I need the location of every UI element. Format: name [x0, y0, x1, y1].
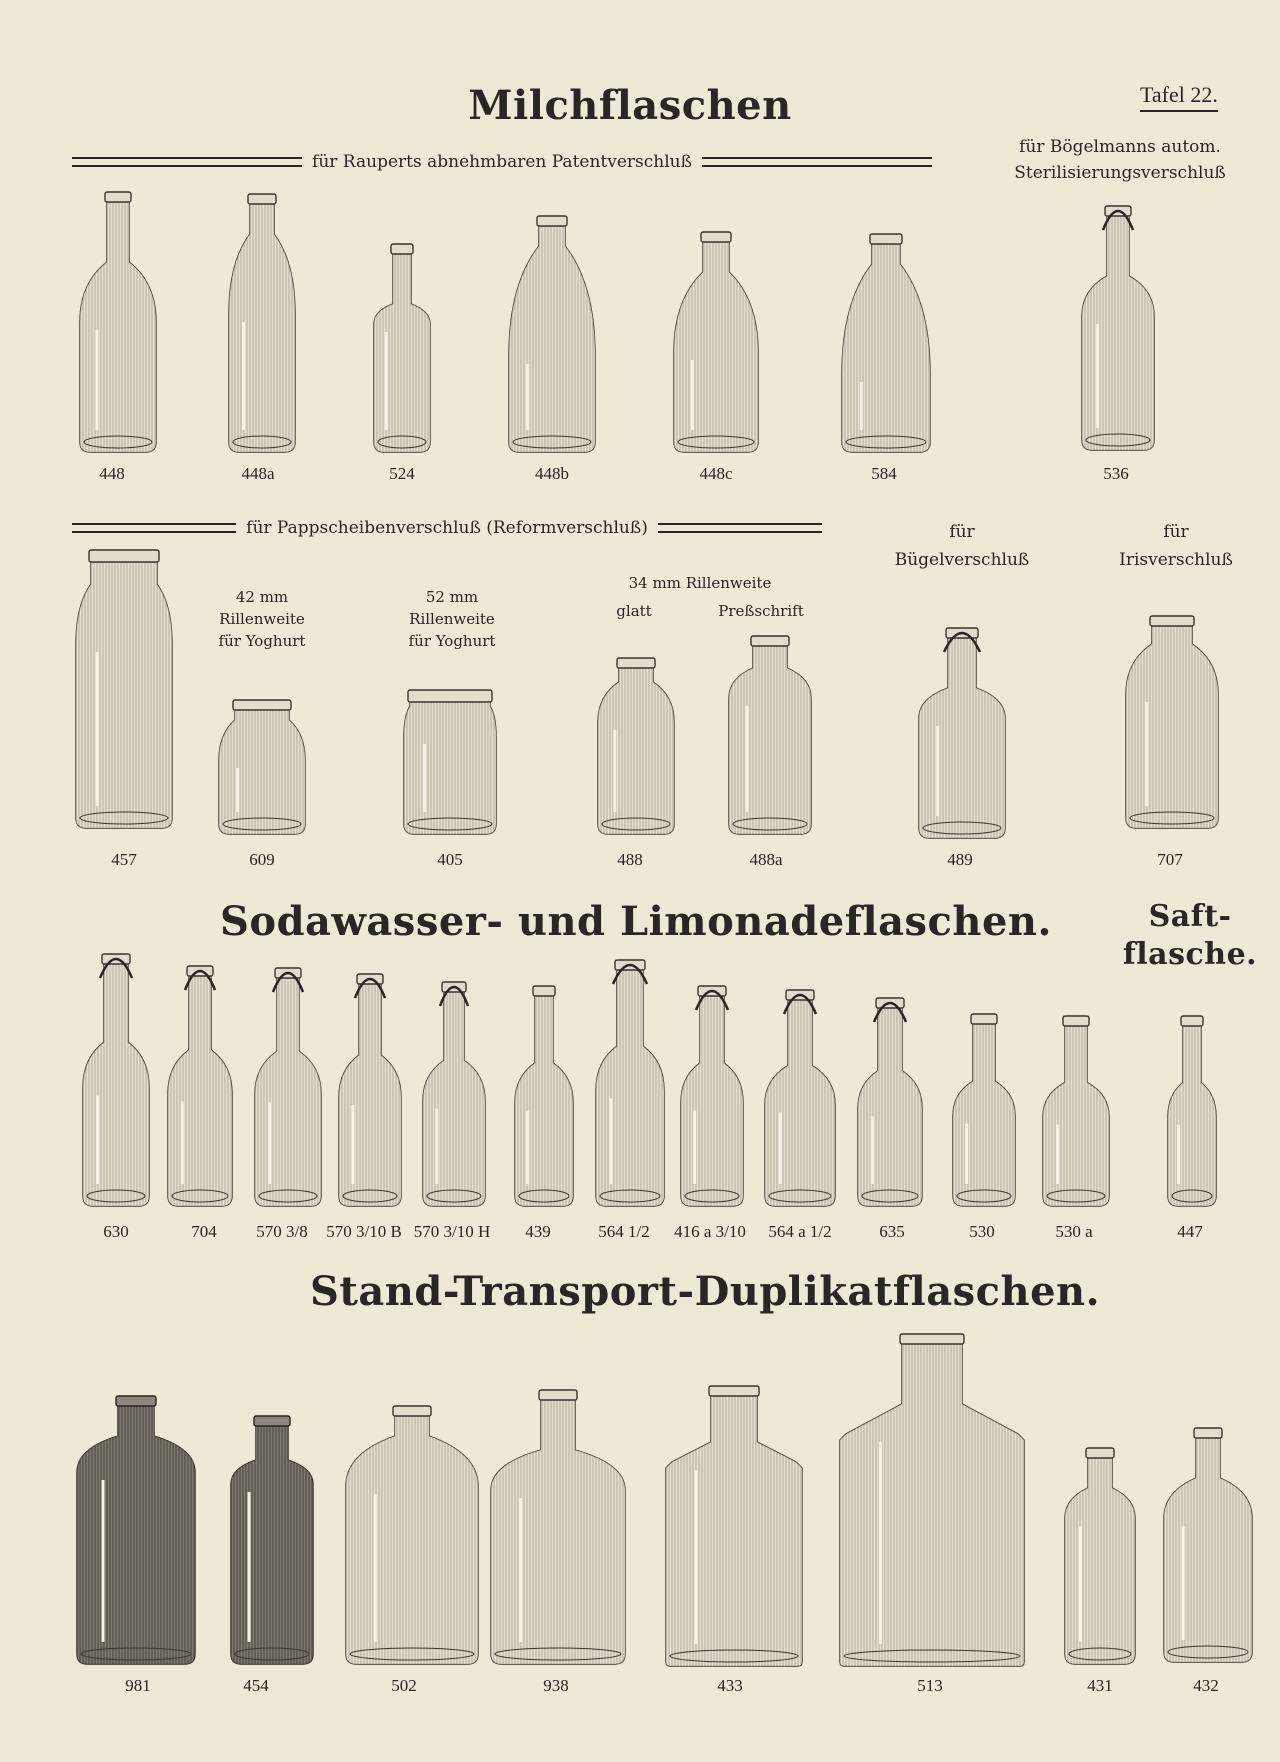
- bottle-number: 530 a: [1055, 1222, 1093, 1241]
- bottle-shading: [674, 242, 758, 452]
- bottle-number: 609: [249, 850, 275, 869]
- bottle-lip: [408, 690, 492, 702]
- iris-note: [1076, 518, 1276, 574]
- bottle-number: 457: [111, 850, 137, 869]
- bottle-illustration: [588, 648, 684, 844]
- bottle-illustration: [1055, 1438, 1145, 1674]
- saft-line2: flasche.: [1122, 937, 1258, 972]
- bottle-shading: [1126, 626, 1218, 828]
- bottle-shading: [681, 996, 743, 1206]
- bottle-illustration: [586, 950, 674, 1216]
- bottle-shading: [1164, 1438, 1252, 1662]
- boegelmann-line2: Sterilisierungsverschluß: [1014, 163, 1226, 183]
- bottle-number: 584: [871, 464, 897, 483]
- bottle-shading: [219, 710, 305, 834]
- bottle-lip: [539, 1390, 577, 1400]
- saft-title: [1120, 898, 1260, 974]
- bottle-number: 530: [969, 1222, 995, 1241]
- bottle-illustration: [219, 184, 305, 462]
- bottle-lip: [254, 1416, 290, 1426]
- bottle-lip: [709, 1386, 759, 1396]
- bottle-illustration: [67, 1386, 205, 1674]
- rule-line: [72, 157, 302, 167]
- bottle-illustration: [329, 964, 411, 1216]
- bottle-illustration: [158, 956, 242, 1216]
- bottle-lip: [1194, 1428, 1222, 1438]
- note-line: für Yoghurt: [408, 632, 496, 650]
- bottle-illustration: [909, 618, 1015, 848]
- bottle-lip: [105, 192, 131, 202]
- bottle-number: 431: [1087, 1676, 1113, 1695]
- bottle-illustration: [943, 1004, 1025, 1216]
- bottle-illustration: [1033, 1006, 1119, 1216]
- bottle-number: 405: [437, 850, 463, 869]
- bottle-shading: [404, 702, 496, 834]
- boegelmann-note: [980, 134, 1260, 186]
- bottle-shading: [168, 976, 232, 1206]
- bottle-shading: [339, 984, 401, 1206]
- bottle-number: 454: [243, 1676, 269, 1695]
- bottle-illustration: [832, 224, 940, 462]
- bottle-shading: [596, 970, 664, 1206]
- glatt-note: glatt: [616, 602, 652, 620]
- bottle-shading: [515, 996, 573, 1206]
- bottle-number: 513: [917, 1676, 943, 1695]
- bottle-number: 439: [525, 1222, 551, 1241]
- bottle-lip: [971, 1014, 997, 1024]
- bottle-number: 502: [391, 1676, 417, 1695]
- bottle-lip: [89, 550, 159, 562]
- bottle-illustration: [1072, 196, 1164, 460]
- bottle-lip: [393, 1406, 431, 1416]
- bottle-lip: [116, 1396, 156, 1406]
- bottle-illustration: [1154, 1418, 1262, 1672]
- iris-line1: für: [1163, 522, 1189, 542]
- bottle-shading: [919, 638, 1005, 838]
- pressschrift-note: Preßschrift: [718, 602, 804, 620]
- bottle-lip: [1181, 1016, 1203, 1026]
- bottle-illustration: [413, 972, 495, 1216]
- bottle-shading: [666, 1396, 802, 1666]
- bottle-number: 704: [191, 1222, 217, 1241]
- bottle-lip: [751, 636, 789, 646]
- bottle-shading: [953, 1024, 1015, 1206]
- bottle-shading: [374, 254, 430, 452]
- note-line: 42 mm: [235, 588, 289, 606]
- bottle-illustration: [209, 690, 315, 844]
- bottle-number: 570 3/10 H: [413, 1222, 491, 1241]
- bottle-number: 488a: [749, 850, 783, 869]
- bottle-lip: [1086, 1448, 1114, 1458]
- bottle-shading: [491, 1400, 625, 1664]
- bottle-lip: [248, 194, 276, 204]
- iris-line2: Irisverschluß: [1119, 550, 1233, 570]
- bottle-illustration: [73, 944, 159, 1216]
- rule-line: [702, 157, 932, 167]
- bottle-illustration: [70, 182, 166, 462]
- yoghurt-42-note: [192, 586, 332, 652]
- bottle-number: 432: [1193, 1676, 1219, 1695]
- bottle-lip: [537, 216, 567, 226]
- bottle-illustration: [1116, 606, 1228, 838]
- bottle-lip: [1150, 616, 1194, 626]
- bottle-shading: [76, 562, 172, 828]
- bottle-number: 447: [1177, 1222, 1203, 1241]
- bottle-shading: [1065, 1458, 1135, 1664]
- note-line: Rillenweite: [409, 610, 495, 628]
- bottle-number: 448c: [699, 464, 733, 483]
- bottle-number: 630: [103, 1222, 129, 1241]
- bottle-illustration: [719, 626, 821, 844]
- bottle-shading: [229, 204, 295, 452]
- bottle-illustration: [671, 976, 753, 1216]
- pappscheiben-label: für Pappscheibenverschluß (Reformverschluß): [246, 518, 648, 538]
- bottle-illustration: [394, 680, 506, 844]
- bottle-number: 488: [617, 850, 643, 869]
- milk-title: Milchflaschen: [468, 82, 792, 129]
- note-line: 52 mm: [425, 588, 479, 606]
- bottle-shading: [80, 202, 156, 452]
- boegelmann-line1: für Bögelmanns autom.: [1019, 137, 1221, 157]
- bottle-shading: [346, 1416, 478, 1664]
- rauperts-heading: [72, 152, 932, 172]
- bottle-illustration: [499, 206, 605, 462]
- bottle-shading: [1082, 216, 1154, 450]
- bottle-shading: [842, 244, 930, 452]
- bottle-shading: [231, 1426, 313, 1664]
- bottle-illustration: [1158, 1006, 1226, 1216]
- rule-line: [658, 523, 822, 533]
- bottle-illustration: [364, 234, 440, 462]
- bottle-illustration: [245, 958, 331, 1216]
- bottle-number: 416 a 3/10: [674, 1222, 746, 1241]
- bottle-lip: [701, 232, 731, 242]
- bottle-lip: [617, 658, 655, 668]
- bottle-number: 489: [947, 850, 973, 869]
- bottle-number: 707: [1157, 850, 1183, 869]
- stand-title: Stand-Transport-Duplikatflaschen.: [310, 1268, 1101, 1315]
- bottle-illustration: [664, 222, 768, 462]
- rauperts-label: für Rauperts abnehmbaren Patentverschluß: [312, 152, 692, 172]
- bottle-illustration: [656, 1376, 812, 1676]
- saft-line1: Saft-: [1148, 899, 1232, 934]
- bottle-number: 433: [717, 1676, 743, 1695]
- bottle-shading: [765, 1000, 835, 1206]
- bottle-illustration: [848, 988, 932, 1216]
- bottle-lip: [1063, 1016, 1089, 1026]
- note-line: für Yoghurt: [218, 632, 306, 650]
- bottle-number: 570 3/10 B: [326, 1222, 402, 1241]
- bottle-illustration: [505, 976, 583, 1216]
- bottle-shading: [77, 1406, 195, 1664]
- bottle-shading: [840, 1344, 1024, 1666]
- bottle-shading: [598, 668, 674, 834]
- bottle-number: 981: [125, 1676, 151, 1695]
- pappscheiben-heading: [72, 518, 822, 538]
- bottle-illustration: [221, 1406, 323, 1674]
- bottle-lip: [870, 234, 902, 244]
- bottle-illustration: [66, 540, 182, 838]
- plate-label: Tafel 22.: [1140, 82, 1218, 112]
- bottle-illustration: [830, 1324, 1034, 1676]
- bottle-shading: [858, 1008, 922, 1206]
- bottle-shading: [255, 978, 321, 1206]
- bottle-illustration: [755, 980, 845, 1216]
- buegel-line1: für: [949, 522, 975, 542]
- bottle-shading: [509, 226, 595, 452]
- bottle-number: 524: [389, 464, 415, 483]
- buegel-line2: Bügelverschluß: [894, 550, 1030, 570]
- bottle-number: 570 3/8: [256, 1222, 308, 1241]
- rillen34-note: 34 mm Rillenweite: [628, 574, 772, 592]
- bottle-shading: [83, 964, 149, 1206]
- soda-title: Sodawasser- und Limonadeflaschen.: [220, 898, 1052, 945]
- bottle-lip: [900, 1334, 964, 1344]
- bottle-lip: [233, 700, 291, 710]
- bottle-illustration: [336, 1396, 488, 1674]
- bottle-number: 938: [543, 1676, 569, 1695]
- bottle-lip: [533, 986, 555, 996]
- bottle-number: 536: [1103, 464, 1129, 483]
- bottle-lip: [391, 244, 413, 254]
- yoghurt-52-note: [382, 586, 522, 652]
- bottle-number: 448a: [241, 464, 275, 483]
- bottle-number: 564 1/2: [598, 1222, 650, 1241]
- bottle-illustration: [481, 1380, 635, 1674]
- bottle-number: 635: [879, 1222, 905, 1241]
- bottle-number: 564 a 1/2: [768, 1222, 832, 1241]
- buegel-note: [862, 518, 1062, 574]
- rule-line: [72, 523, 236, 533]
- bottle-shading: [423, 992, 485, 1206]
- note-line: Rillenweite: [219, 610, 305, 628]
- bottle-shading: [1168, 1026, 1216, 1206]
- bottle-number: 448: [99, 464, 125, 483]
- bottle-number: 448b: [535, 464, 569, 483]
- bottle-shading: [1043, 1026, 1109, 1206]
